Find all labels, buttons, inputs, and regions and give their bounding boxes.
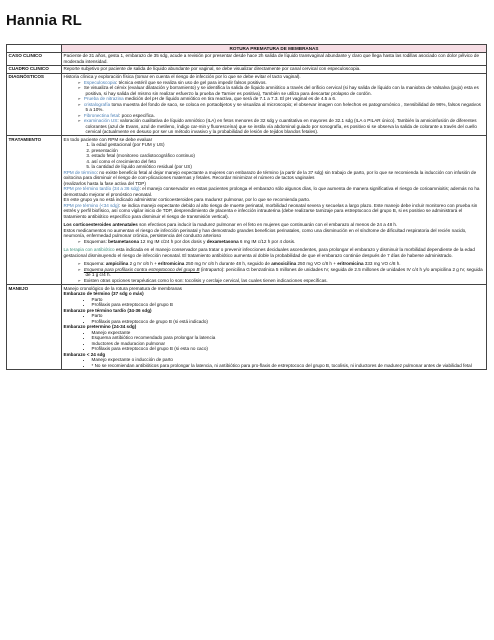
diag-item-head: examinación US <box>83 118 118 124</box>
rpm-pretermino-tardio-paragraph <box>64 186 485 197</box>
rpm-pretermino-tardio-text2: En este grupo ya no está indicado administrar corticoesteroides para madurez pulmonar, por lo que se recomienda parto. <box>63 197 311 203</box>
esquema-text: 250 mg VO c/8 h + <box>296 261 338 267</box>
manejo-group-title: Embarazo pretermino (24-34 sdg) <box>63 324 137 330</box>
manejo-item: • Manejo expectante <box>92 330 485 336</box>
row-cuadro-clinico <box>7 65 487 73</box>
trat-eval-item: 1. la edad gestacional (por FUM y US) <box>92 142 485 148</box>
drug-eritromicina: eritromicina <box>158 261 185 267</box>
manejo-item: • Inductores de maduracion pulmonar <box>92 341 485 347</box>
manejo-group-title: Embarazo < 24 sdg <box>63 351 106 357</box>
esquema-label: Esquema: <box>83 261 106 267</box>
trat-eval-item: 2. presentación <box>92 148 485 154</box>
diag-item-text: toma muestra del fondo de saco, se coloca en portaobjetos y se visualiza al microscopio; el observar imagen con helechos es patognomónico , Sensibilidad de 96%, falsos negativos 5 a 10%. <box>85 101 481 113</box>
manejo-item: • Profilaxis para estreptococo del grupo B (si esta no caco) <box>92 346 485 352</box>
rpm-pretermino-text: : se indica manejo expectante debido al alto riesgo de muerte perinatal, morbilidad neonatal severa y secuelas a largo plazo. Este manejo debe incluir monitoreo con prueba sin estrés y perfil biofísico, así como vigilar inicio de TDP, desprendimiento de placenta e infección intrauterina (debe realizarse tamizaje para estreptococo del grupo B, si es positivo se administrará el tratamiento antibiótico específico para disminuir el riesgo de transmisión vertical). <box>63 202 478 219</box>
diag-list <box>64 80 485 135</box>
drug-betametasona: betametasona <box>108 238 140 244</box>
esquema-text: 250 mg IV c/6 h durante 48 h, seguido de <box>184 261 272 267</box>
trat-intro: En todo paciente con RPM se debe evaluar <box>63 136 153 142</box>
row-manejo <box>7 284 487 369</box>
rpm-termino-paragraph <box>64 170 485 181</box>
document-title: ROTURA PREMATURA DE MEMBRANAS <box>62 45 487 53</box>
drug-ampicilina: ampicilina <box>105 261 129 267</box>
diag-item-head: Prueba de nitrazina <box>83 96 124 102</box>
rpm-termino-extra: (realizarlos hasta la fase activa del TDP) <box>63 180 146 186</box>
diag-item-text: : técnica estéril que se realiza sin uso de gel para impedir falsos positivos. <box>116 79 267 85</box>
diag-label: DIAGNÓSTICOS <box>7 73 62 136</box>
esquema-text: 2 g IV c/6 h + <box>128 261 159 267</box>
caso-text: Paciente de 31 años, gesta 1, embarazo de 35 sdg, acude a revisión por presentar desde hace 2h salida de líquido transvaginal abundante y claro que llega hasta las rodillas asociado con dolor pélvico de moderada intensidad. <box>62 52 487 65</box>
trat-content <box>62 136 487 285</box>
antibiotico-list <box>64 261 485 283</box>
profilaxis-esquema <box>83 266 485 278</box>
manejo-group-list <box>64 313 485 324</box>
corticoesteroides-head: Los corticoesteroides antenatales <box>63 222 138 228</box>
diag-item <box>83 118 485 135</box>
drug-eritromicina: eritromicina <box>337 261 364 267</box>
manejo-item: • Parto <box>92 297 485 303</box>
caso-label: CASO CLINICO <box>7 52 62 65</box>
diag-content <box>62 73 487 136</box>
row-caso-clinico <box>7 52 487 65</box>
trat-eval-list <box>64 142 485 170</box>
rpm-pretermino-head: RPM pre término (<34 sdg) <box>63 202 120 208</box>
row-tratamiento <box>7 136 487 285</box>
corticoesteroides-text2: Estos medicamentos no aumentan el riesgo de infección perinatal y han demostrado grandes beneficios perinatales, como una disminución en el síndrome de dificultad respiratoria del recién nacido, neumonía, enfermedad pulmonar crónica, persistencia del conducto arterioso <box>63 227 467 239</box>
diag-intro: Historia clínica y exploración física (tomar en cuenta el riesgo de infección por lo que se debe evitar el tacto vaginal). <box>63 74 301 80</box>
summary-table <box>6 44 487 370</box>
author-name: Hannia RL <box>6 12 82 29</box>
drug-dexametasona: dexametasona <box>206 238 239 244</box>
profilaxis-head: Esquema para profilaxis contra estreptococo del grupo B <box>83 266 200 272</box>
diag-item-text: Se visualiza el cérvix (evaluar dilatación y borramiento) y se identifica la salida de líquido amniótico a través del orificio cervical (si hay salida de líquido con la maniobra de Valsalva (pujo) esta es positiva, si hay salida del mismo sin realizar esfuerzo la prueba de Tarnier es positiva), También se utiliza para descartar prolapso de cordón. <box>83 85 479 96</box>
row-diagnosticos <box>7 73 487 136</box>
title-spacer <box>7 45 62 53</box>
diag-item <box>83 101 485 113</box>
cuadro-text: Reporte subjetivo por paciente de salida de líquido abundante por vaginal, se debe visualizar directamente por canal cervical con especuloscopia. <box>62 65 487 73</box>
trat-eval-item: 5. la cantidad de líquido amniótico residual (por US) <box>92 164 485 170</box>
manejo-group-list <box>64 357 485 368</box>
manejo-item: • Parto <box>92 313 485 319</box>
rpm-pretermino-tardio-head: RPM pre término tardío (34 a 36 sdg) <box>63 186 140 192</box>
manejo-label: MANEJO <box>7 284 62 369</box>
esquema-text: 6 mg IM c/12 h por 4 dosis. <box>238 238 296 244</box>
manejo-item: • Profilaxis para estreptococo de grupo B (si está indicado) <box>92 319 485 325</box>
esquema-label: Esquemas: <box>83 238 109 244</box>
manejo-item: • Manejo expectante o inducción de parto <box>92 357 485 363</box>
manejo-item: • * No se recomiendan antibióticos para prolongar la latencia, ni antibiótico para pro-flaxis de estreptococo del grupo B, tocolisis, ni inductores de madurez pulmonar antes de viabilidad fetal <box>92 363 485 369</box>
esquema-text: 333 mg VO c/8 h. <box>363 261 401 267</box>
otras-opciones: ➢ Existen otras opciones terapéuticas como lo son: tocolisis y cerclaje cervical, las cuales tienen indicaciones específicas. <box>86 278 485 284</box>
antibiotico-head: La terapia con antibiótico <box>63 247 115 253</box>
diag-item-text: : poco específica. <box>119 112 155 118</box>
manejo-item: • Profilaxis para estreptococo del grupo B <box>92 302 485 308</box>
corticoesteroides-text: son efectivos para inducir la madurez pulmonar en el feto en mujeres que continuarán con el embarazo al menos de 24 a 48 h. <box>137 222 398 228</box>
diag-item-head: Fibronectina fetal <box>83 112 120 118</box>
manejo-group-list <box>64 297 485 308</box>
rpm-pretermino-paragraph <box>64 203 485 220</box>
title-row <box>7 45 487 53</box>
diag-item <box>83 85 485 96</box>
rpm-pretermino-tardio-text: : el manejo conservador en estas pacientes prolonga el embarazo sólo algunos días, lo que aumenta de manera significativa el riesgo de corioamnioitis; además no ha demostrado mejorar el pronóstico neonatal. <box>63 186 480 197</box>
esquema-text: 12 mg IM c/24 h por dos dosis y <box>139 238 207 244</box>
profilaxis-text: (intraparto): penicilina G benzatínica 5 millones de unidades IV, seguida de 2.5 millones de unidades IV c/4 h y/o ampicilina 2 g IV, seguida de 1 g c/4 h. <box>85 266 483 278</box>
trat-eval-item: 3. estado fetal (monitoreo cardiotocográfico continuo) <box>92 153 485 159</box>
diag-item-head: cristalografía <box>83 101 111 107</box>
cuadro-label: CUADRO CLINICO <box>7 65 62 73</box>
diag-item-text: medición del pH de líquido amniótico en tira reactiva, que será de 7.1 a 7.3. El pH vaginal es de 4.5 a 6. <box>123 96 337 102</box>
drug-amoxicilina: amoxicilina <box>271 261 297 267</box>
diag-item-head: Especuloscopia <box>83 79 117 85</box>
manejo-intro: Manejo cronológico de la rotura prematura de membranas <box>63 285 182 291</box>
diag-item-text: : valoración cualitativa de líquido amniótico (ILA) en fetos menores de 32 sdg y cuantitativa en mayores de 32.1 sdg (ILA o PILAR único). También la amnioinfusión de diferentes colorantes (azul de Evans, azul de metileno, índigo car-min y fluoresceína) que se instila vía abdominal guiado por sonografía, es positivo si se observa la salida de colorante a través del cuello cervical (actualmente en desuso por ser un método invasivo y la probabilidad de lesión de tejidos blandos fetales). <box>85 118 477 135</box>
manejo-content <box>62 284 487 369</box>
manejo-group-title: Embarazo de término (37 sdg o más) <box>63 291 144 297</box>
manejo-group-title: Embarazo pre término tardío (34-36 sdg) <box>63 307 152 313</box>
manejo-item: • Esquema antibiótico recomendado para prolongar la latencia <box>92 335 485 341</box>
antibiotico-paragraph <box>64 247 485 258</box>
antibiotico-text: esta indicada en el manejo conservador para tratar o prevenir infecciones deciduales ascendentes, para prolongar el embarazo y disminuir la morbilidad dependiente de la edad gestacional disminuyendo el riesgo de infección neonatal. El tratamiento antibiótico aumenta al doble la probabilidad de que el embarazo continúe después de 7 días de haberse administrado. <box>63 247 475 258</box>
trat-label: TRATAMIENTO <box>7 136 62 285</box>
rpm-termino-text: : no existe beneficio fetal al dejar manejo expectante a mujeres con embarazo de término (a partir de la 37 sdg) sin trabajo de parto, por lo que se recomienda la inducción con infusión de oxitocina para disminuir el riesgo de com-plicaciones maternas y fetales. Recordar minimizar el número de tactos vaginales <box>63 169 477 181</box>
trat-eval-item: 4. así como el crecimiento del feto <box>92 159 485 165</box>
manejo-group-list <box>64 330 485 352</box>
rpm-termino-head: RPM de término <box>63 169 97 175</box>
